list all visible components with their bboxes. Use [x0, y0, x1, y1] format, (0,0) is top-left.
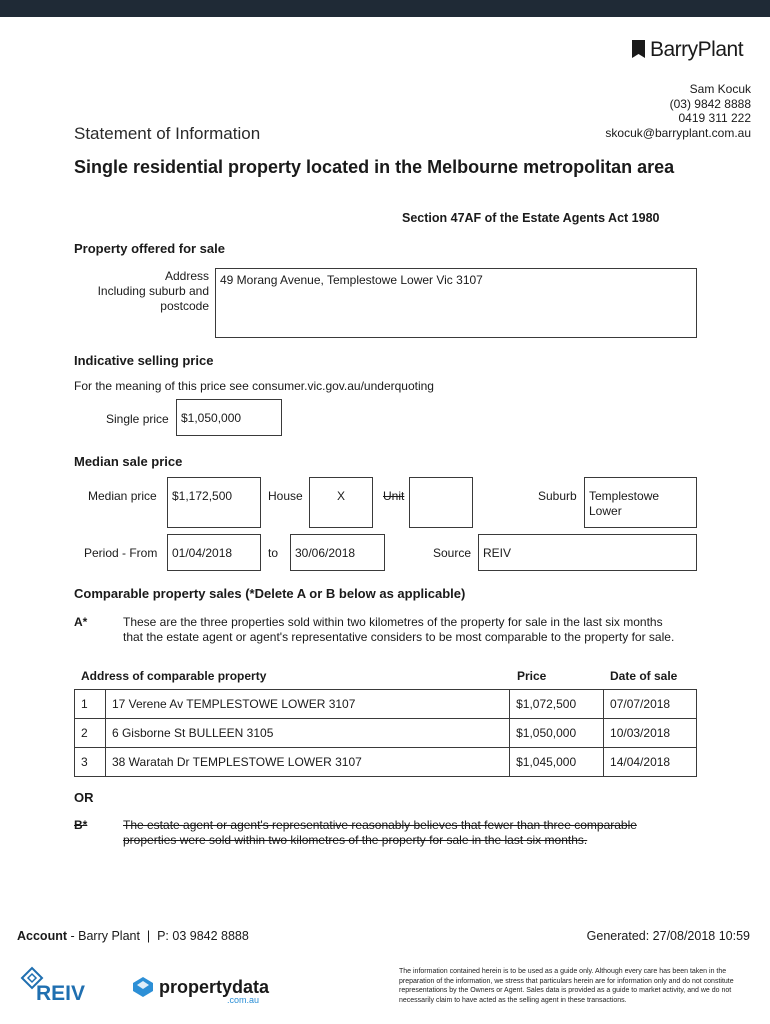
property-heading: Property offered for sale — [74, 241, 225, 256]
unit-label: Unit — [383, 489, 405, 503]
account-label: Account — [17, 929, 67, 943]
single-price-field: $1,050,000 — [176, 399, 282, 436]
indicative-note: For the meaning of this price see consumer.vic.gov.au/underquoting — [74, 379, 434, 393]
propertydata-icon — [131, 975, 155, 999]
row-number: 3 — [75, 748, 106, 777]
section-reference: Section 47AF of the Estate Agents Act 1980 — [402, 211, 660, 225]
address-field: 49 Morang Avenue, Templestowe Lower Vic 3107 — [215, 268, 697, 338]
page-title: Single residential property located in the Melbourne metropolitan area — [74, 157, 675, 177]
period-from-label: Period - From — [84, 546, 158, 560]
row-date: 10/03/2018 — [604, 719, 697, 748]
footer-account — [17, 929, 249, 943]
row-price: $1,050,000 — [510, 719, 604, 748]
period-from-field: 01/04/2018 — [167, 534, 261, 571]
col-header-date: Date of sale — [610, 669, 678, 683]
row-price: $1,072,500 — [510, 690, 604, 719]
top-banner — [0, 0, 770, 17]
option-a-label: A* — [74, 615, 88, 629]
house-label: House — [268, 489, 303, 503]
row-address: 38 Waratah Dr TEMPLESTOWE LOWER 3107 — [105, 748, 509, 777]
col-header-address: Address of comparable property — [81, 669, 267, 683]
comparable-table — [74, 689, 697, 777]
address-label — [98, 269, 209, 314]
propertydata-domain: .com.au — [227, 995, 260, 1005]
source-label: Source — [433, 546, 472, 560]
table-row — [75, 719, 697, 748]
indicative-heading: Indicative selling price — [74, 353, 214, 368]
disclaimer-text: The information contained herein is to be used as a guide only. Although every care has been taken in the preparation of the information, we stress that particulars herein are for information only and do not constitute representations by the Owners or Agent. Sales data is provided as a guide to market activity, and we do not necessarily claim to have acted as the selling agent in these transactions. — [399, 968, 734, 1004]
barry-plant-logo — [632, 38, 754, 66]
agent-mobile: 0419 311 222 — [678, 111, 751, 125]
comparable-heading: Comparable property sales (*Delete A or B below as applicable) — [74, 586, 466, 601]
propertydata-logo — [131, 975, 271, 1007]
option-b-label: B* — [74, 818, 88, 832]
option-a-text: These are the three properties sold within two kilometres of the property for sale in the last six months that the estate agent or agent's representative considers to be most comparable to the property for sale. — [123, 615, 675, 644]
house-checkbox: X — [309, 477, 373, 528]
table-row — [75, 748, 697, 777]
row-number: 2 — [75, 719, 106, 748]
reiv-text: REIV — [36, 982, 86, 1005]
period-to-field: 30/06/2018 — [290, 534, 385, 571]
table-row — [75, 690, 697, 719]
unit-checkbox — [409, 477, 473, 528]
suburb-field: Templestowe Lower — [584, 477, 697, 528]
reiv-logo — [18, 966, 98, 1006]
address-label-line: Including suburb and — [97, 284, 209, 298]
period-to-label: to — [268, 546, 279, 560]
agent-name: Sam Kocuk — [689, 82, 751, 96]
source-field: REIV — [478, 534, 697, 571]
brand-name: BarryPlant — [650, 38, 744, 61]
row-number: 1 — [75, 690, 106, 719]
or-label: OR — [74, 790, 94, 805]
single-price-label: Single price — [106, 412, 169, 426]
statement-title: Statement of Information — [74, 124, 261, 143]
address-label-line: postcode — [160, 299, 209, 313]
generated-timestamp: Generated: 27/08/2018 10:59 — [586, 929, 750, 943]
agent-contact — [605, 82, 751, 140]
agent-email: skocuk@barryplant.com.au — [605, 125, 751, 140]
agent-phone: (03) 9842 8888 — [669, 96, 751, 111]
col-header-price: Price — [517, 669, 547, 683]
propertydata-text: propertydata — [159, 977, 270, 997]
row-address: 17 Verene Av TEMPLESTOWE LOWER 3107 — [105, 690, 509, 719]
row-date: 07/07/2018 — [604, 690, 697, 719]
row-address: 6 Gisborne St BULLEEN 3105 — [105, 719, 509, 748]
median-heading: Median sale price — [74, 454, 183, 469]
row-date: 14/04/2018 — [604, 748, 697, 777]
address-label-line: Address — [164, 269, 209, 283]
suburb-label: Suburb — [538, 489, 577, 503]
bookmark-icon — [632, 40, 645, 58]
median-price-field: $1,172,500 — [167, 477, 261, 528]
option-b-text: The estate agent or agent's representative reasonably believes that fewer than three comparable properties were sold within two kilometres of the property for sale in the last six months. — [123, 818, 637, 847]
median-price-label: Median price — [88, 489, 157, 503]
row-price: $1,045,000 — [510, 748, 604, 777]
account-text: - Barry Plant | P: 03 9842 8888 — [70, 929, 249, 943]
